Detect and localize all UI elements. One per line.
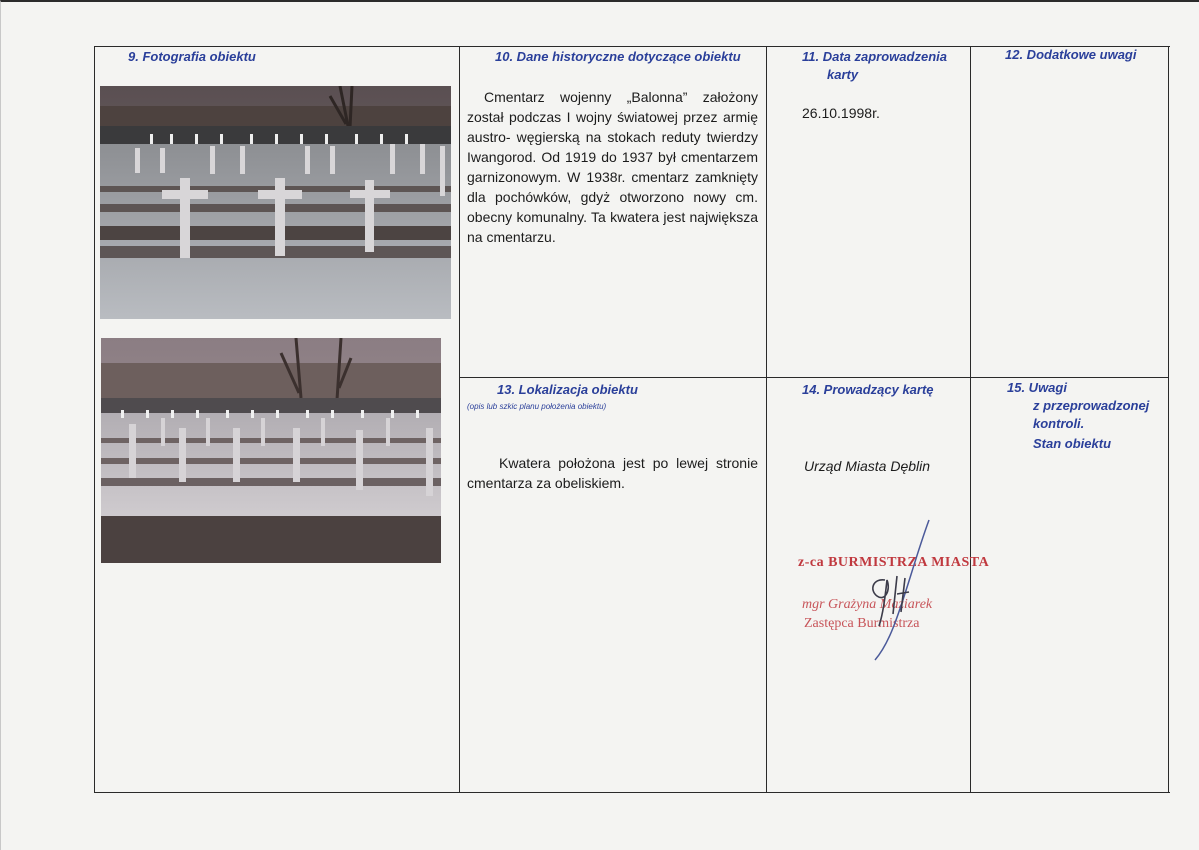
column-divider-2 xyxy=(766,46,767,793)
card-date-heading-line1: 11. Data zaprowadzenia xyxy=(802,49,947,64)
photo-section-heading: 9. Fotografia obiektu xyxy=(128,49,256,64)
inspection-heading-line1: 15. Uwagi xyxy=(1007,380,1067,395)
column-divider-3 xyxy=(970,46,971,793)
location-text: Kwatera położona jest po lewej stronie cmentarza za obeliskiem. xyxy=(467,455,758,491)
history-section-heading: 10. Dane historyczne dotyczące obiektu xyxy=(495,49,741,64)
keeper-heading: 14. Prowadzący kartę xyxy=(802,382,934,397)
stamp-title: z-ca BURMISTRZA MIASTA xyxy=(798,555,990,570)
keeper-value: Urząd Miasta Dęblin xyxy=(804,458,931,474)
inspection-heading-line2: z przeprowadzonej xyxy=(1033,398,1150,413)
table-border-left xyxy=(94,46,95,793)
cemetery-photo-1 xyxy=(100,86,451,319)
history-text: Cmentarz wojenny „Balonna” założony został podczas I wojny światowej przez armię austro- węgierską na stokach reduty twierdzy Iwangorod. Od 1919 do 1937 był cmentarzem garnizonowym. W 1938r. cmentarz zamknięty dla pochówków, gdyż otworzono nowy cm. obecny komunalny. Ta kwatera jest największa na cmentarzu. xyxy=(467,89,758,245)
inspection-heading-line4: Stan obiektu xyxy=(1033,436,1112,451)
location-subheading: (opis lub szkic planu położenia obiektu) xyxy=(467,402,607,411)
row-divider xyxy=(459,377,1169,378)
table-border-right xyxy=(1168,46,1169,793)
stamp-name: mgr Grażyna Maziarek xyxy=(802,597,933,612)
notes-heading: 12. Dodatkowe uwagi xyxy=(1005,47,1137,62)
table-border-bottom xyxy=(94,792,1170,793)
card-date-value: 26.10.1998r. xyxy=(802,105,880,121)
stamp-role: Zastępca Burmistrza xyxy=(804,616,920,631)
signature xyxy=(845,518,935,663)
column-divider-1 xyxy=(459,46,460,793)
inspection-heading-line3: kontroli. xyxy=(1033,416,1085,431)
cemetery-photo-2 xyxy=(101,338,441,563)
location-heading: 13. Lokalizacja obiektu xyxy=(497,382,638,397)
card-date-heading-line2: karty xyxy=(827,67,859,82)
